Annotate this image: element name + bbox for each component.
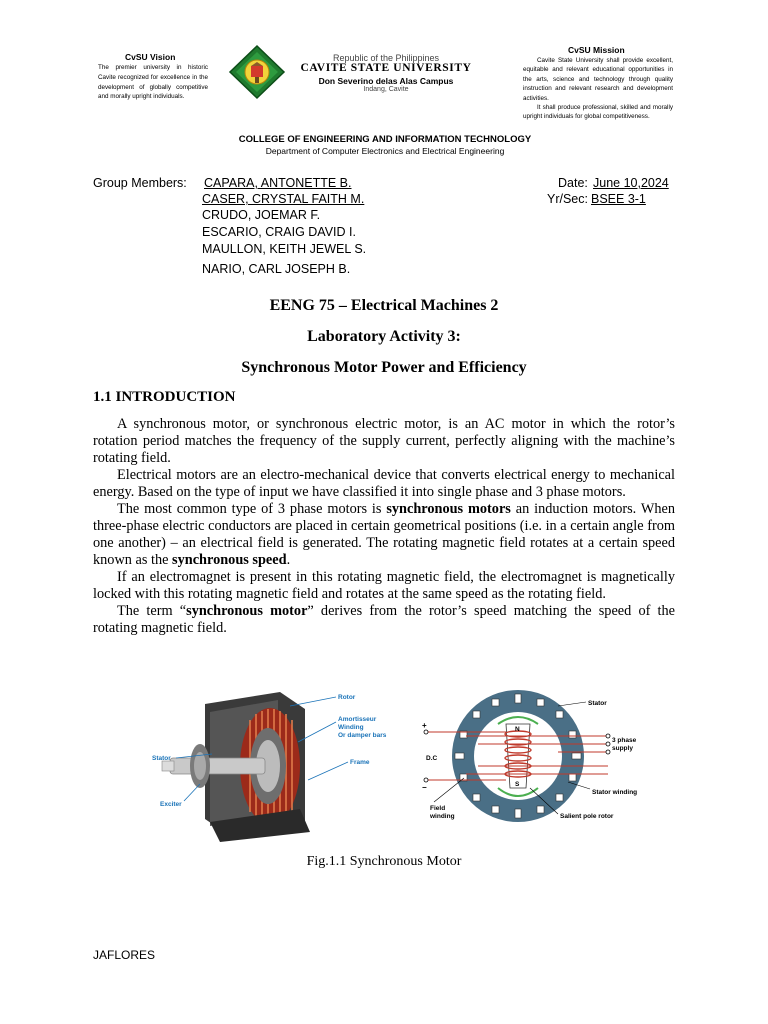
label-dc: D.C: [426, 755, 438, 762]
text-run: The term “: [117, 603, 187, 619]
member-name: MAULLON, KEITH JEWEL S.: [202, 242, 367, 256]
label-stator: Stator: [588, 700, 607, 707]
university-logo: [226, 44, 288, 100]
introduction-body: [93, 416, 675, 637]
label-winding: winding: [430, 813, 455, 820]
university-name: CAVITE STATE UNIVERSITY: [300, 62, 472, 74]
activity-title: Laboratory Activity 3:: [307, 328, 461, 345]
text-run: The most common type of 3 phase motors is: [117, 501, 387, 517]
paragraph: If an electromagnet is present in this rotating magnetic field, the electromagnet is magnetically locked with this rotating magnetic field and rotates at the same speed as the rotating field.: [93, 569, 675, 602]
paragraph: [93, 603, 675, 637]
mission-text-1: Cavite State University shall provide excellent, equitable and relevant educational opportunities in the arts, science and technology through quality instruction and relevant research and development activities.: [523, 57, 673, 102]
label-stator: Stator: [152, 755, 171, 762]
label-3-phase: 3 phase: [612, 737, 637, 744]
label-winding: Winding: [338, 724, 364, 731]
label-exciter: Exciter: [160, 801, 182, 808]
yrsec-value: BSEE 3-1: [591, 192, 646, 206]
member-name: CRUDO, JOEMAR F.: [202, 208, 321, 222]
department-name: Department of Computer Electronics and Electrical Engineering: [265, 146, 505, 156]
vision-title: CvSU Vision: [125, 52, 176, 62]
text-run: .: [286, 552, 291, 568]
topic-title: Synchronous Motor Power and Efficiency: [241, 359, 527, 376]
paragraph: A synchronous motor, or synchronous electric motor, is an AC motor in which the rotor’s rotation period matches the frequency of the supply current, perfectly aligning with the machine’s rotating field.: [93, 416, 675, 466]
bold-term: synchronous speed: [172, 552, 287, 568]
label-frame: Frame: [350, 759, 370, 766]
label-supply: supply: [612, 745, 633, 752]
group-members-label: Group Members:: [93, 176, 187, 190]
figure-caption: Fig.1.1 Synchronous Motor: [306, 854, 462, 869]
label-minus: −: [422, 783, 427, 792]
label-amortisseur: Amortisseur: [338, 716, 377, 723]
member-name: NARIO, CARL JOSEPH B.: [202, 262, 351, 276]
bold-term: synchronous motor: [186, 603, 308, 619]
member-name: ESCARIO, CRAIG DAVID I.: [202, 225, 356, 239]
mission-text-2: It shall produce professional, skilled and morally upright individuals for global competitiveness.: [523, 104, 673, 121]
label-damper-bars: Or damper bars: [338, 732, 387, 739]
label-south-pole: S: [515, 781, 520, 788]
bold-term: synchronous motors: [386, 501, 511, 517]
label-stator-winding: Stator winding: [592, 789, 638, 796]
label-field: Field: [430, 805, 446, 812]
motor-schematic-diagram: [418, 684, 648, 829]
paragraph: Electrical motors are an electro-mechanical device that converts electrical energy to mechanical energy. Based on the type of input we have classified it into single phase and 3 phase motors.: [93, 467, 675, 500]
college-name: COLLEGE OF ENGINEERING AND INFORMATION TECHNOLOGY: [238, 134, 532, 145]
section-heading: 1.1 INTRODUCTION: [93, 389, 236, 405]
date-value: June 10,2024: [593, 176, 669, 190]
label-north-pole: N: [515, 726, 520, 733]
footer-text: JAFLORES: [93, 948, 156, 962]
campus-name: Don Severino delas Alas Campus: [318, 76, 454, 86]
member-name: CAPARA, ANTONETTE B.: [204, 176, 352, 190]
label-rotor: Rotor: [338, 694, 356, 701]
campus-location: Indang, Cavite: [363, 86, 409, 93]
vision-text: The premier university in historic Cavite recognized for excellence in the development of globally competitive and morally upright individuals.: [98, 64, 208, 101]
course-title: EENG 75 – Electrical Machines 2: [269, 297, 499, 314]
text-run: an induction motors. When three-phase electric conductors are placed in certain geometrical positions (i.e. in a certain angle from one another) – an electrical field is generated. The rotating magnetic field rotates at a certain speed known as the: [93, 501, 675, 568]
label-plus: +: [422, 721, 427, 730]
mission-text: [523, 56, 673, 122]
motor-cutaway-illustration: [150, 684, 400, 844]
text-run: ” derives from the rotor’s speed matching the speed of the rotating magnetic field.: [93, 603, 676, 636]
republic-text: Republic of the Philippines: [332, 53, 440, 63]
mission-title: CvSU Mission: [568, 45, 625, 55]
yrsec-label: Yr/Sec:: [547, 192, 588, 206]
member-name: CASER, CRYSTAL FAITH M.: [202, 192, 365, 206]
label-salient-pole-rotor: Salient pole rotor: [560, 813, 614, 820]
paragraph: [93, 501, 675, 569]
date-label: Date:: [558, 176, 588, 190]
